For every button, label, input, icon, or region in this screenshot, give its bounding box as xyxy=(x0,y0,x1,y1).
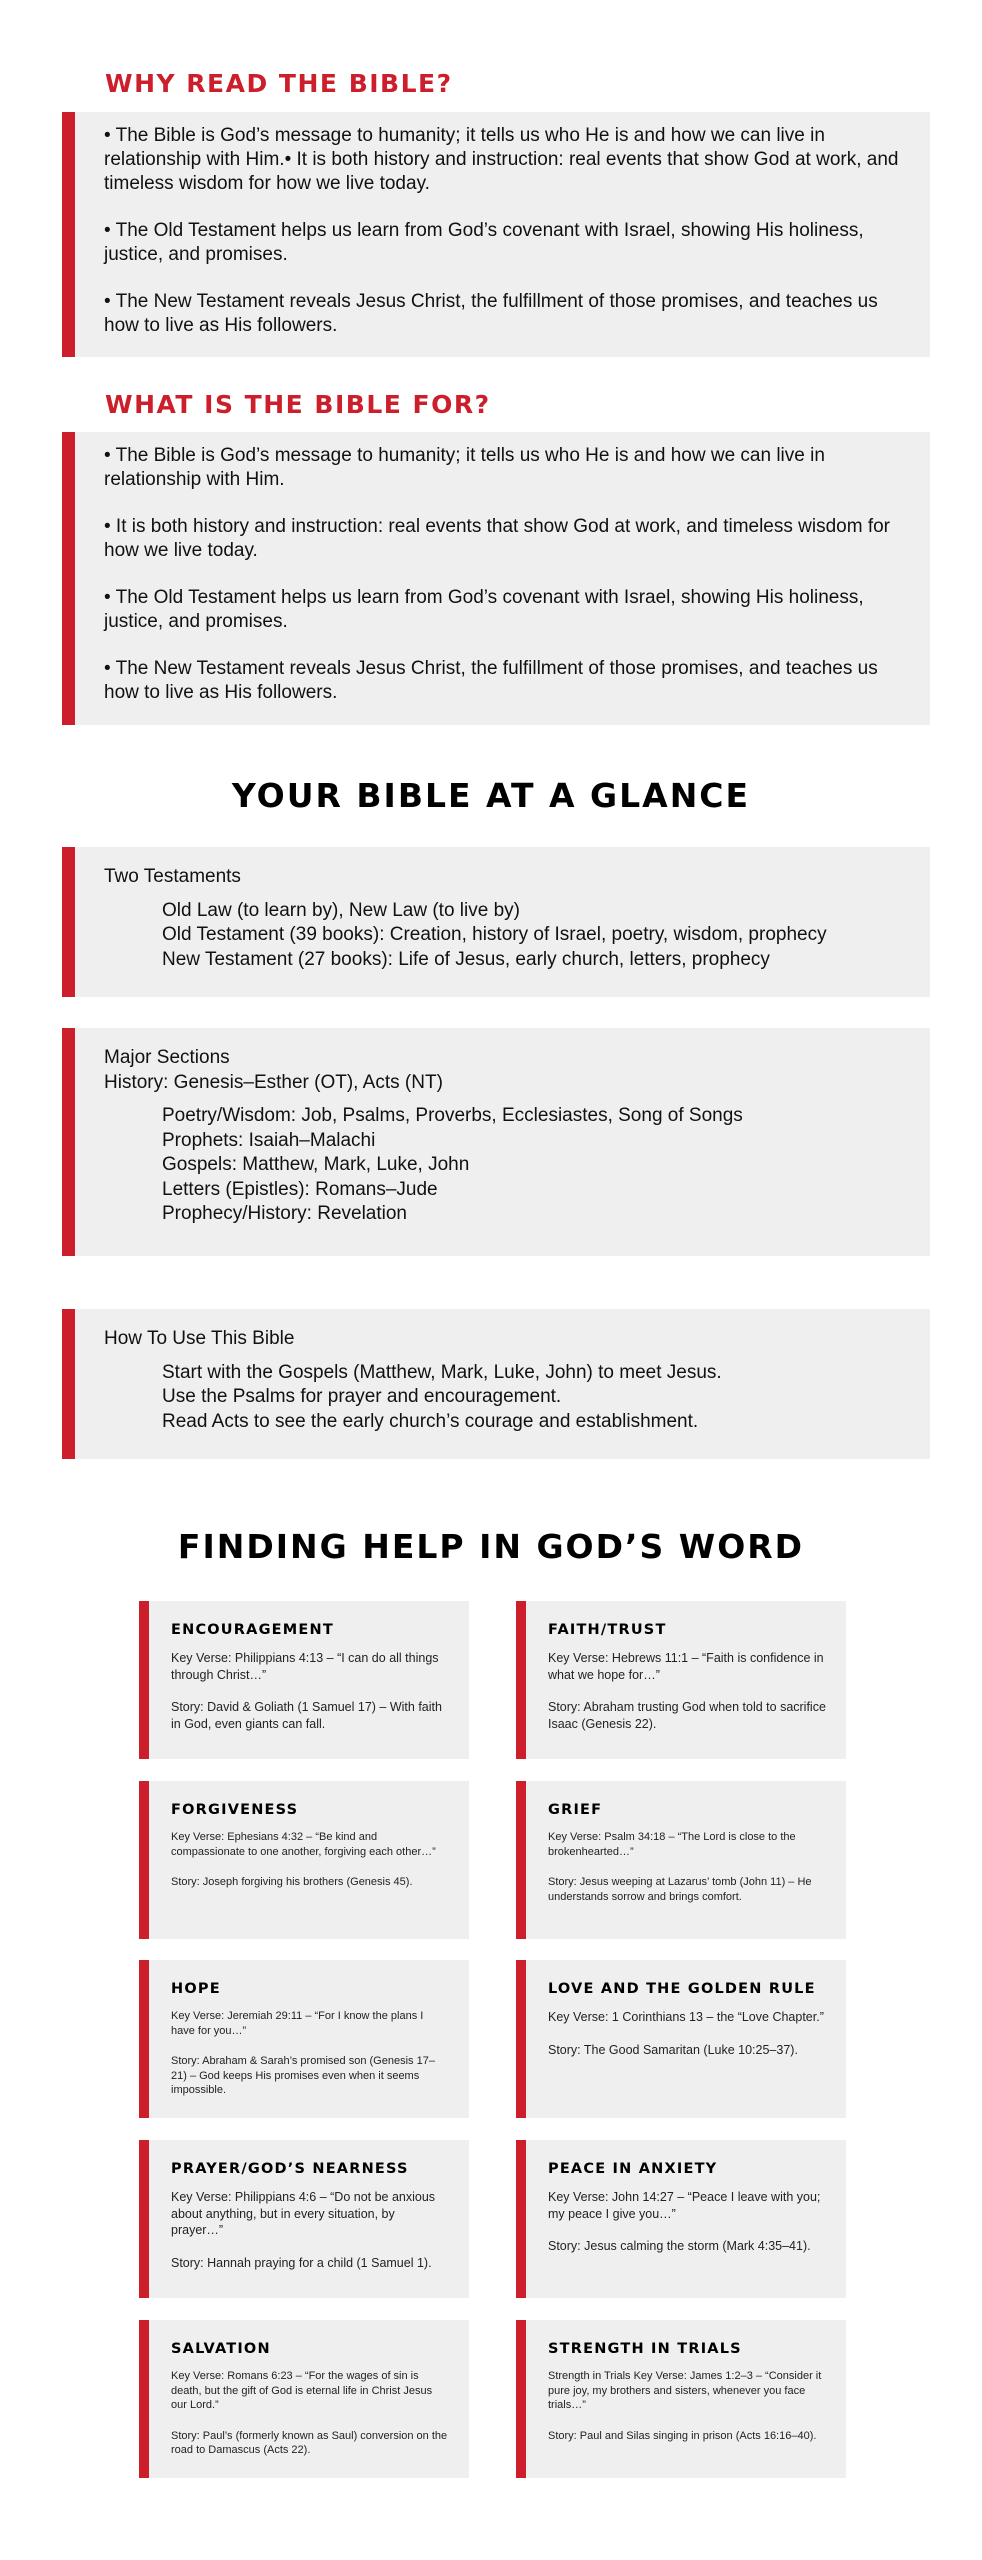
card-title: HOPE xyxy=(171,1981,221,1997)
card-title: FAITH/TRUST xyxy=(548,1622,667,1638)
sections-item: Letters (Epistles): Romans–Jude xyxy=(162,1178,438,1200)
card-story: Story: Paul’s (formerly known as Saul) conversion on the road to Damascus (Acts 22). xyxy=(171,2429,448,2456)
card-story: Story: Jesus calming the storm (Mark 4:35–41). xyxy=(548,2239,811,2253)
sections-heading: Major Sections xyxy=(104,1047,230,1068)
help-card-hope xyxy=(139,1960,469,2118)
how-to-item: Read Acts to see the early church’s courage and establishment. xyxy=(162,1410,699,1432)
why-read-heading: WHY READ THE BIBLE? xyxy=(105,69,453,98)
card-title: SALVATION xyxy=(171,2341,271,2357)
testaments-item: Old Testament (39 books): Creation, history of Israel, poetry, wisdom, prophecy xyxy=(162,924,827,945)
card-title: PEACE IN ANXIETY xyxy=(548,2161,718,2177)
card-title: STRENGTH IN TRIALS xyxy=(548,2341,742,2357)
help-card-salvation xyxy=(139,2320,469,2478)
testaments-box xyxy=(62,847,930,997)
card-verse: Key Verse: 1 Corinthians 13 – the “Love Chapter.” xyxy=(548,2010,824,2024)
sections-item: Gospels: Matthew, Mark, Luke, John xyxy=(162,1154,470,1175)
why-read-box xyxy=(62,112,930,357)
card-story: Story: Joseph forgiving his brothers (Genesis 45). xyxy=(171,1876,413,1888)
help-card-prayer-nearness xyxy=(139,2140,469,2298)
card-story: Story: Jesus weeping at Lazarus’ tomb (John 11) – He understands sorrow and brings comfort. xyxy=(548,1876,812,1903)
testaments-item: New Testament (27 books): Life of Jesus, early church, letters, prophecy xyxy=(162,948,770,970)
card-verse: Key Verse: Jeremiah 29:11 – “For I know the plans I have for you…” xyxy=(171,2010,424,2037)
card-verse: Key Verse: John 14:27 – “Peace I leave with you; my peace I give you…” xyxy=(548,2190,821,2221)
how-to-heading: How To Use This Bible xyxy=(104,1328,295,1349)
card-story: Story: Abraham trusting God when told to sacrifice Isaac (Genesis 22). xyxy=(548,1700,826,1731)
finding-help-title: FINDING HELP IN GOD’S WORD xyxy=(177,1527,805,1566)
glance-title: YOUR BIBLE AT A GLANCE xyxy=(231,776,751,815)
help-card-forgiveness xyxy=(139,1781,469,1939)
card-title: FORGIVENESS xyxy=(171,1802,299,1818)
sections-item: Poetry/Wisdom: Job, Psalms, Proverbs, Ecclesiastes, Song of Songs xyxy=(162,1105,743,1126)
card-verse: Key Verse: Hebrews 11:1 – “Faith is confidence in what we hope for…” xyxy=(548,1651,824,1682)
help-card-faith-trust xyxy=(516,1601,846,1759)
card-verse: Key Verse: Philippians 4:13 – “I can do all things through Christ…” xyxy=(171,1651,439,1682)
card-verse: Key Verse: Philippians 4:6 – “Do not be anxious about anything, but in every situation, by prayer…” xyxy=(171,2190,436,2237)
how-to-item: Use the Psalms for prayer and encouragement. xyxy=(162,1386,562,1407)
how-to-use-box xyxy=(62,1309,930,1459)
what-for-heading: WHAT IS THE BIBLE FOR? xyxy=(105,390,491,419)
why-paragraph: • The New Testament reveals Jesus Christ, the fulfillment of those promises, and teaches us how to live as His followers. xyxy=(104,291,878,336)
sections-history: History: Genesis–Esther (OT), Acts (NT) xyxy=(104,1071,443,1093)
sections-item: Prophecy/History: Revelation xyxy=(162,1203,407,1224)
card-verse: Key Verse: Ephesians 4:32 – “Be kind and compassionate to one another, forgiving each other…” xyxy=(171,1831,436,1858)
card-verse: Strength in Trials Key Verse: James 1:2–3 – “Consider it pure joy, my brothers and sisters, whenever you face trials…” xyxy=(548,2370,822,2411)
card-story: Story: The Good Samaritan (Luke 10:25–37). xyxy=(548,2042,798,2057)
help-card-strength-in-trials xyxy=(516,2320,846,2478)
help-card-love-golden-rule xyxy=(516,1960,846,2118)
what-for-paragraph: • It is both history and instruction: real events that show God at work, and timeless wisdom for how we live today. xyxy=(104,516,891,561)
card-story: Story: Abraham & Sarah’s promised son (Genesis 17–21) – God keeps His promises even when it seems impossible. xyxy=(171,2055,435,2096)
what-for-paragraph: • The New Testament reveals Jesus Christ, the fulfillment of those promises, and teaches us how to live as His followers. xyxy=(104,658,878,703)
how-to-item: Start with the Gospels (Matthew, Mark, Luke, John) to meet Jesus. xyxy=(162,1361,722,1383)
testaments-heading: Two Testaments xyxy=(104,866,241,887)
card-verse: Key Verse: Romans 6:23 – “For the wages of sin is death, but the gift of God is eternal life in Christ Jesus our Lord.” xyxy=(171,2370,433,2411)
card-story: Story: Paul and Silas singing in prison (Acts 16:16–40). xyxy=(548,2429,817,2442)
testaments-item: Old Law (to learn by), New Law (to live by) xyxy=(162,899,520,921)
card-title: PRAYER/GOD’S NEARNESS xyxy=(171,2161,409,2177)
card-story: Story: David & Goliath (1 Samuel 17) – With faith in God, even giants can fall. xyxy=(171,1700,442,1731)
help-card-grief xyxy=(516,1781,846,1939)
what-for-box xyxy=(62,432,930,725)
what-for-paragraph: • The Bible is God’s message to humanity; it tells us who He is and how we can live in relationship with Him. xyxy=(104,445,825,490)
sections-item: Prophets: Isaiah–Malachi xyxy=(162,1129,376,1151)
card-story: Story: Hannah praying for a child (1 Samuel 1). xyxy=(171,2255,432,2270)
help-card-peace-in-anxiety xyxy=(516,2140,846,2298)
card-title: LOVE AND THE GOLDEN RULE xyxy=(548,1981,816,1997)
major-sections-box xyxy=(62,1028,930,1256)
help-card-encouragement xyxy=(139,1601,469,1759)
card-title: GRIEF xyxy=(548,1802,603,1818)
what-for-paragraph: • The Old Testament helps us learn from God’s covenant with Israel, showing His holiness, justice, and promises. xyxy=(104,587,864,632)
why-paragraph: • The Old Testament helps us learn from God’s covenant with Israel, showing His holiness, justice, and promises. xyxy=(104,220,864,265)
why-paragraph: • The Bible is God’s message to humanity; it tells us who He is and how we can live in relationship with Him.• It is both history and instruction: real events that show God at work, and timeless wisdom for how we live today. xyxy=(104,125,899,194)
card-verse: Key Verse: Psalm 34:18 – “The Lord is close to the brokenhearted…” xyxy=(548,1831,796,1858)
card-title: ENCOURAGEMENT xyxy=(171,1622,334,1638)
